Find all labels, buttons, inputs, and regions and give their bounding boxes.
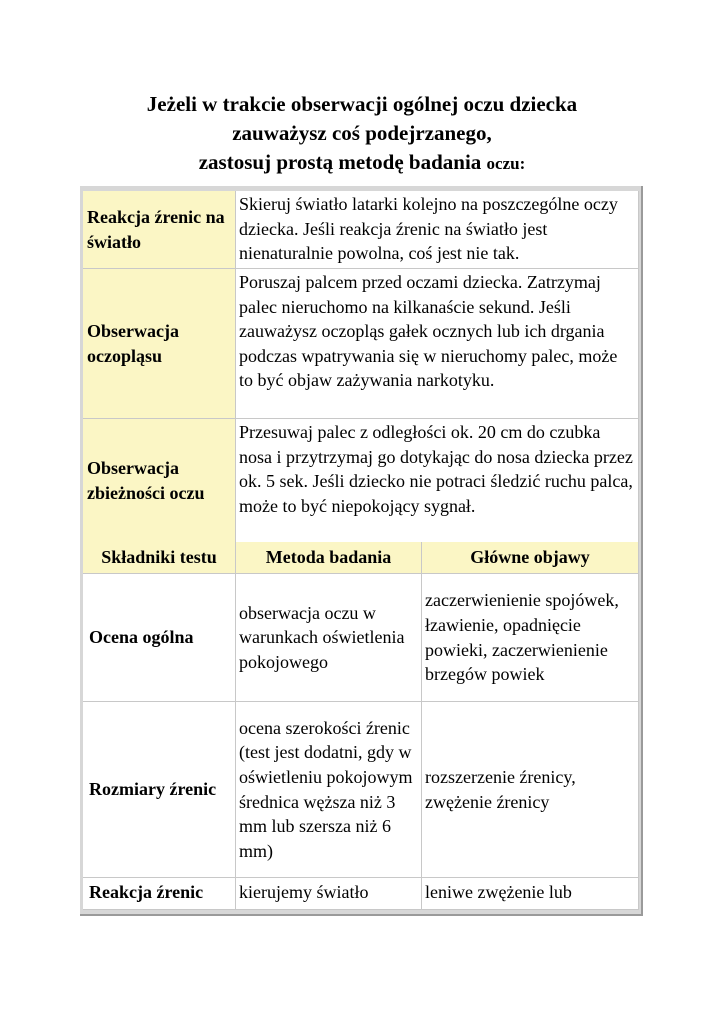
row-label: Obserwacja zbieżności oczu bbox=[83, 419, 236, 543]
test-component: Rozmiary źrenic bbox=[83, 702, 236, 878]
column-header: Główne objawy bbox=[422, 542, 639, 574]
document-title bbox=[60, 90, 664, 178]
table-row bbox=[83, 419, 639, 543]
title-line-3-main: zastosuj prostą metodę badania bbox=[198, 150, 482, 174]
table-row bbox=[83, 878, 639, 910]
test-method: ocena szerokości źrenic (test jest dodatni, gdy w oświetleniu pokojowym średnica węższa niż 3 mm lub szersza niż 6 mm) bbox=[236, 702, 422, 878]
eye-test-methods-table bbox=[83, 191, 639, 543]
table-header-row bbox=[83, 542, 639, 574]
test-component: Reakcja źrenic bbox=[83, 878, 236, 910]
table-row bbox=[83, 702, 639, 878]
title-line-3 bbox=[60, 148, 664, 178]
row-description: Poruszaj palcem przed oczami dziecka. Zatrzymaj palec nieruchomo na kilkanaście sekund. Jeśli zauważysz oczopląs gałek ocznych lub ich drgania podczas wpatrywania się w nieruchomy palec, może to być objaw zażywania narkotyku. bbox=[236, 269, 639, 419]
test-symptoms: zaczerwienienie spojówek, łzawienie, opadnięcie powieki, zaczerwienienie brzegów powiek bbox=[422, 574, 639, 702]
row-label: Reakcja źrenic na światło bbox=[83, 191, 236, 269]
title-line-2: zauważysz coś podejrzanego, bbox=[232, 121, 492, 145]
table-row bbox=[83, 191, 639, 269]
row-description: Przesuwaj palec z odległości ok. 20 cm do czubka nosa i przytrzymaj go dotykając do nosa dziecka przez ok. 5 sek. Jeśli dziecko nie potraci śledzić ruchu palca, może to być niepokojący sygnał. bbox=[236, 419, 639, 543]
table-row bbox=[83, 269, 639, 419]
row-description: Skieruj światło latarki kolejno na poszczególne oczy dziecka. Jeśli reakcja źrenic na światło jest nienaturalnie powolna, coś jest nie tak. bbox=[236, 191, 639, 269]
test-method: obserwacja oczu w warunkach oświetlenia pokojowego bbox=[236, 574, 422, 702]
test-component: Ocena ogólna bbox=[83, 574, 236, 702]
column-header: Metoda badania bbox=[236, 542, 422, 574]
test-symptoms: rozszerzenie źrenicy, zwężenie źrenicy bbox=[422, 702, 639, 878]
row-label: Obserwacja oczopląsu bbox=[83, 269, 236, 419]
column-header: Składniki testu bbox=[83, 542, 236, 574]
test-components-table bbox=[83, 542, 639, 910]
title-line-3-small: oczu: bbox=[486, 154, 526, 173]
test-method: kierujemy światło bbox=[236, 878, 422, 910]
test-symptoms: leniwe zwężenie lub bbox=[422, 878, 639, 910]
table-row bbox=[83, 574, 639, 702]
title-line-1: Jeżeli w trakcie obserwacji ogólnej oczu dziecka bbox=[146, 92, 578, 116]
